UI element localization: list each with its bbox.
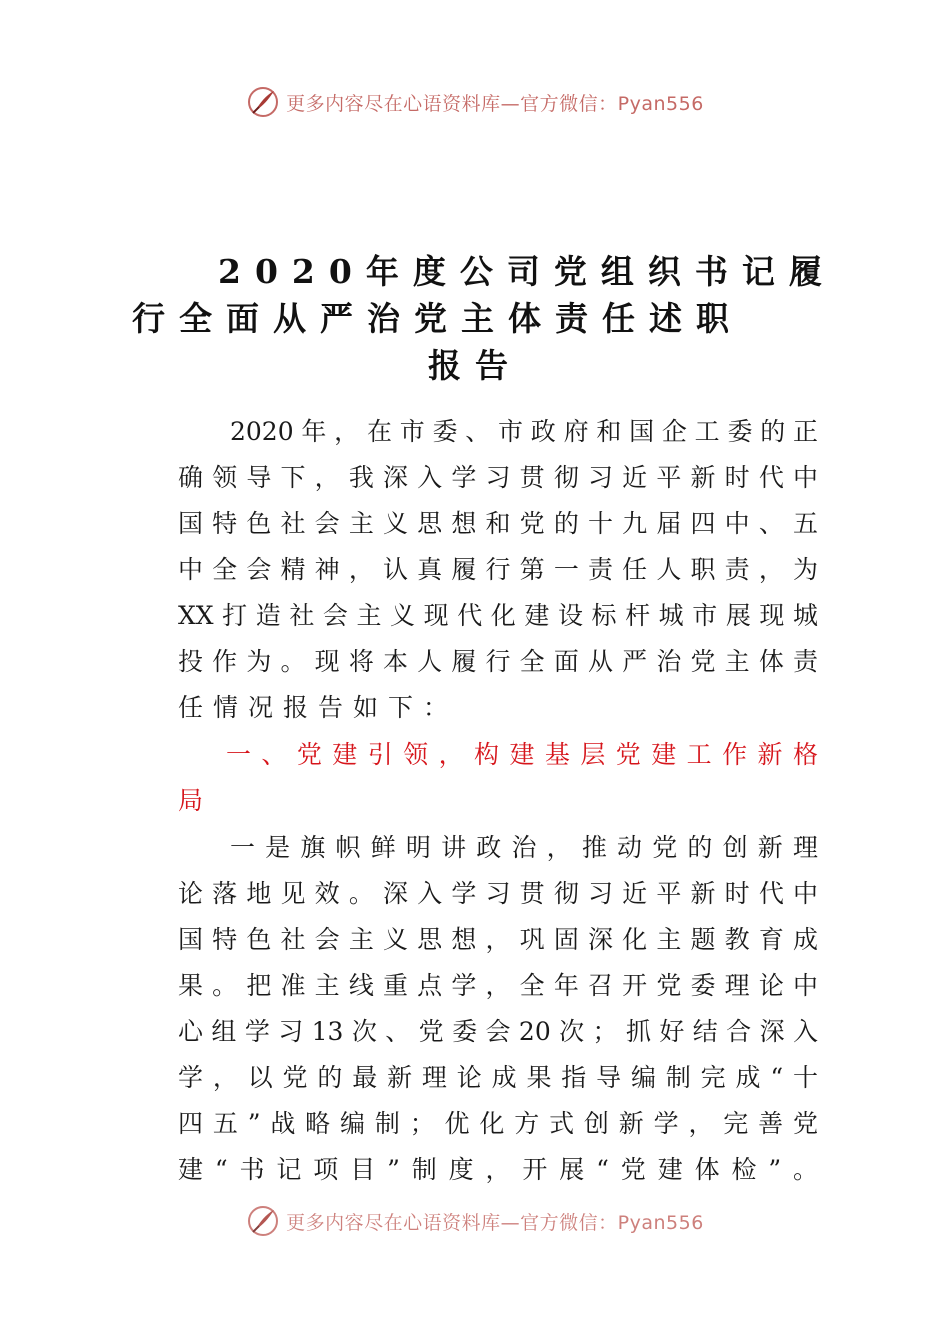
paragraph-line: 国特色社会主义思想，巩固深化主题教育成 xyxy=(178,925,818,954)
intro-line: 中全会精神，认真履行第一责任人职责，为 xyxy=(178,555,818,584)
paragraph-line: 论落地见效。深入学习贯彻习近平新时代中 xyxy=(178,879,818,908)
intro-line: 2020年，在市委、市政府和国企工委的正 xyxy=(230,417,818,446)
feather-pen-logo-icon xyxy=(246,85,280,119)
paragraph-line: 果。把准主线重点学，全年召开党委理论中 xyxy=(178,971,818,1000)
footer-watermark xyxy=(0,1206,950,1236)
intro-line: 确领导下，我深入学习贯彻习近平新时代中 xyxy=(178,463,818,492)
section-heading-continued: 局 xyxy=(178,786,204,815)
intro-line: 任情况报告如下： xyxy=(178,693,459,722)
paragraph-line: 一是旗帜鲜明讲政治，推动党的创新理 xyxy=(230,833,818,862)
paragraph-line: 心组学习13次、党委会20次；抓好结合深入 xyxy=(178,1017,818,1046)
intro-line: 国特色社会主义思想和党的十九届四中、五 xyxy=(178,509,818,538)
intro-line: XX打造社会主义现代化建设标杆城市展现城 xyxy=(178,601,818,630)
feather-pen-logo-icon xyxy=(246,1204,280,1238)
document-title-line-3: 报告 xyxy=(428,346,522,385)
paragraph-line: 学，以党的最新理论成果指导编制完成“十 xyxy=(178,1063,818,1092)
watermark-text: 更多内容尽在心语资料库—官方微信：Pyan556 xyxy=(286,92,704,115)
document-title-line-1: 2020年度公司党组织书记履 xyxy=(218,252,836,291)
document-title-line-2: 行全面从严治党主体责任述职 xyxy=(132,299,743,338)
header-watermark xyxy=(0,84,950,120)
paragraph-line: 建“书记项目”制度，开展“党建体检”。 xyxy=(178,1155,818,1184)
paragraph-line: 四五”战略编制；优化方式创新学，完善党 xyxy=(178,1109,818,1138)
watermark-text: 更多内容尽在心语资料库—官方微信：Pyan556 xyxy=(286,1211,704,1234)
section-heading: 一、党建引领，构建基层党建工作新格 xyxy=(226,740,818,769)
intro-line: 投作为。现将本人履行全面从严治党主体责 xyxy=(178,647,818,676)
